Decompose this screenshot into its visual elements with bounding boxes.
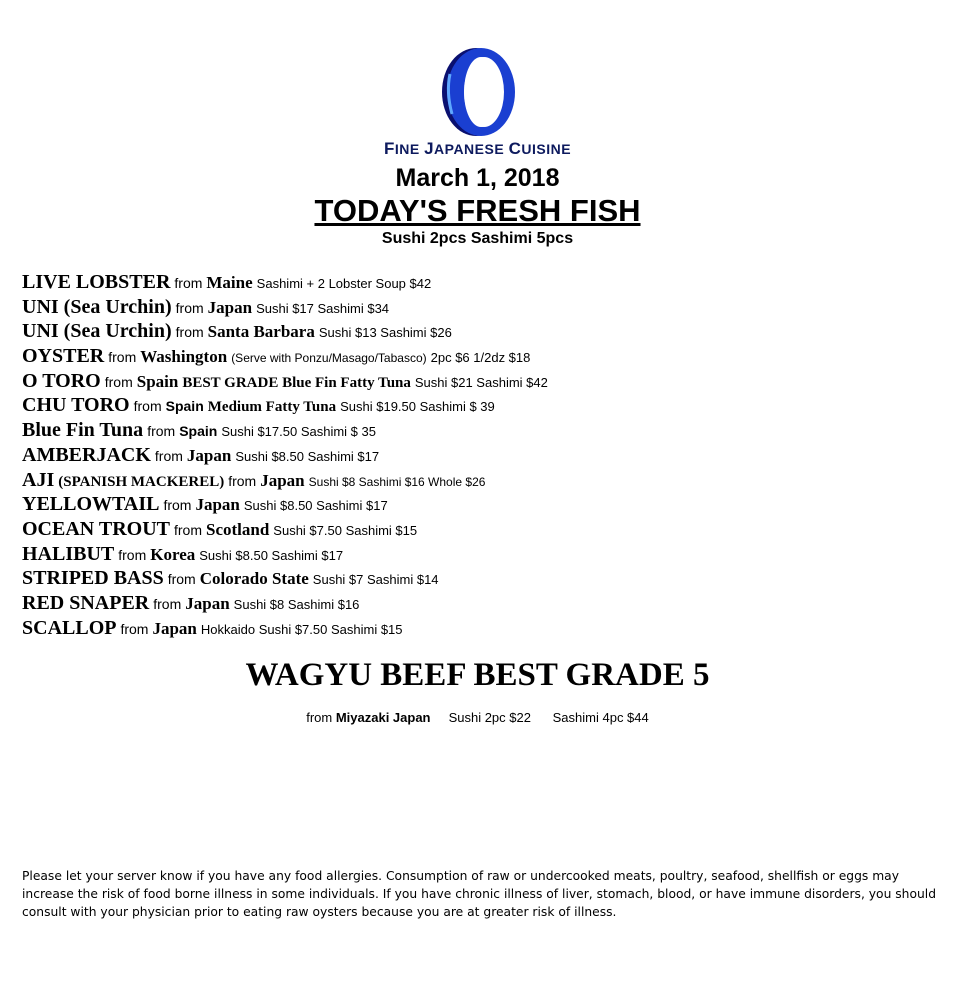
fish-price: Sashimi + 2 Lobster Soup $42 [256, 276, 432, 291]
list-item: Blue Fin Tuna from Spain Sushi $17.50 Sashimi $ 35 [22, 419, 376, 442]
fish-price: Sushi $13 Sashimi $26 [318, 325, 452, 341]
fish-origin: Scotland [206, 519, 270, 539]
fish-name: O TORO [22, 369, 101, 392]
list-item: RED SNAPER from Japan Sushi $8 Sashimi $16 [22, 591, 360, 614]
fish-name: OYSTER [22, 345, 105, 368]
fish-price: Sushi $7 Sashimi $14 [312, 572, 439, 588]
fish-price: Sushi $7.50 Sashimi $15 [273, 522, 418, 538]
list-item: STRIPED BASS from Colorado State Sushi $7 Sashimi $14 [22, 567, 439, 590]
fish-name: SCALLOP [22, 616, 117, 639]
list-item: OYSTER from Washington (Serve with Ponzu/Masago/Tabasco) 2pc $6 1/2dz $18 [22, 345, 531, 368]
list-item: AMBERJACK from Japan Sushi $8.50 Sashimi $17 [22, 443, 380, 466]
list-item: LIVE LOBSTER from Maine Sashimi + 2 Lobster Soup $42 [22, 271, 432, 293]
list-item: HALIBUT from Korea Sushi $8.50 Sashimi $17 [22, 542, 344, 565]
fish-name: CHU TORO [22, 394, 130, 417]
fish-origin: Japan [207, 297, 253, 317]
fish-price: 2pc $6 1/2dz $18 [430, 350, 531, 366]
tagline: FINE JAPANESE CUISINE [383, 139, 572, 158]
fish-list [22, 270, 548, 640]
fish-price: Sushi $8 Sashimi $16 Whole $26 [308, 474, 486, 489]
fish-name-detail: (SPANISH MACKEREL) [58, 473, 225, 490]
fish-note: BEST GRADE Blue Fin Fatty Tuna [182, 374, 411, 391]
fish-name: RED SNAPER [22, 591, 150, 614]
fish-name: LIVE LOBSTER [22, 271, 171, 293]
fish-origin: Colorado State [199, 569, 309, 589]
fish-origin: Spain [179, 423, 218, 440]
fish-origin: Japan [152, 618, 197, 638]
fish-note: Medium Fatty Tuna [207, 399, 337, 416]
fish-name: Blue Fin Tuna [22, 419, 144, 442]
fish-origin: Japan [185, 593, 230, 613]
wagyu-origin: Miyazaki Japan [335, 710, 431, 725]
fish-name: HALIBUT [22, 542, 115, 565]
wagyu-sashimi-price: Sashimi 4pc $44 [552, 710, 649, 725]
fish-price: Sushi $8.50 Sashimi $17 [199, 547, 344, 563]
wagyu-detail: from Miyazaki Japan Sushi 2pc $22 Sashimi 4pc $44 [306, 710, 649, 725]
fish-origin: Japan [186, 445, 232, 465]
fish-note: (Serve with Ponzu/Masago/Tabasco) [231, 351, 427, 366]
fish-origin: Korea [150, 544, 196, 564]
fish-price: Sushi $17.50 Sashimi $ 35 [221, 424, 376, 440]
menu-date: March 1, 2018 [395, 164, 560, 192]
list-item: OCEAN TROUT from Scotland Sushi $7.50 Sashimi $15 [22, 517, 418, 540]
list-item: O TORO from Spain BEST GRADE Blue Fin Fatty Tuna Sushi $21 Sashimi $42 [22, 369, 548, 392]
fish-name: YELLOWTAIL [22, 493, 160, 516]
list-item: CHU TORO from Spain Medium Fatty Tuna Sushi $19.50 Sashimi $ 39 [22, 394, 495, 417]
fish-name: UNI (Sea Urchin) [22, 295, 172, 318]
list-item: SCALLOP from Japan Hokkaido Sushi $7.50 Sashimi $15 [22, 616, 403, 639]
fish-price: Sushi $8.50 Sashimi $17 [235, 448, 380, 464]
fish-price: Hokkaido Sushi $7.50 Sashimi $15 [200, 621, 403, 637]
fish-price: Sushi $8.50 Sashimi $17 [243, 498, 388, 514]
list-item: YELLOWTAIL from Japan Sushi $8.50 Sashimi $17 [22, 493, 388, 516]
fish-origin: Maine [206, 273, 253, 292]
wagyu-heading: WAGYU BEEF BEST GRADE 5 [245, 657, 710, 693]
list-item: UNI (Sea Urchin) from Japan Sushi $17 Sashimi $34 [22, 295, 390, 318]
fish-price: Sushi $17 Sashimi $34 [256, 300, 390, 316]
fish-name: STRIPED BASS [22, 567, 164, 590]
allergy-disclaimer: Please let your server know if you have any food allergies. Consumption of raw or undercooked meats, poultry, seafood, shellfish or eggs may increase the risk of food borne illness in some individuals. If you have chronic illness of liver, stomach, blood, or have immune disorders, you should consult with your physician prior to eating raw oysters because you are at greater risk of illness. [22, 869, 937, 919]
fish-name: AJI [22, 468, 55, 491]
portion-note: Sushi 2pcs Sashimi 5pcs [381, 230, 574, 247]
fish-name: OCEAN TROUT [22, 517, 170, 540]
fish-origin: Japan [260, 470, 305, 490]
fish-name: AMBERJACK [22, 443, 151, 466]
fish-origin: Santa Barbara [207, 322, 315, 342]
fish-price: Sushi $21 Sashimi $42 [414, 374, 548, 390]
fish-name: UNI (Sea Urchin) [22, 320, 172, 343]
fish-origin: Washington [140, 347, 228, 367]
fish-price: Sushi $19.50 Sashimi $ 39 [340, 399, 495, 415]
wagyu-sushi-price: Sushi 2pc $22 [448, 710, 531, 725]
fish-origin: Spain [136, 371, 179, 391]
fish-origin: Japan [195, 495, 240, 515]
page-title: TODAY'S FRESH FISH [314, 193, 641, 228]
list-item: UNI (Sea Urchin) from Santa Barbara Sushi $13 Sashimi $26 [22, 320, 452, 343]
list-item: AJI (SPANISH MACKEREL) from Japan Sushi $8 Sashimi $16 Whole $26 [22, 468, 486, 491]
restaurant-logo [438, 44, 520, 140]
fish-price: Sushi $8 Sashimi $16 [233, 596, 360, 612]
fish-origin: Spain [165, 398, 204, 415]
